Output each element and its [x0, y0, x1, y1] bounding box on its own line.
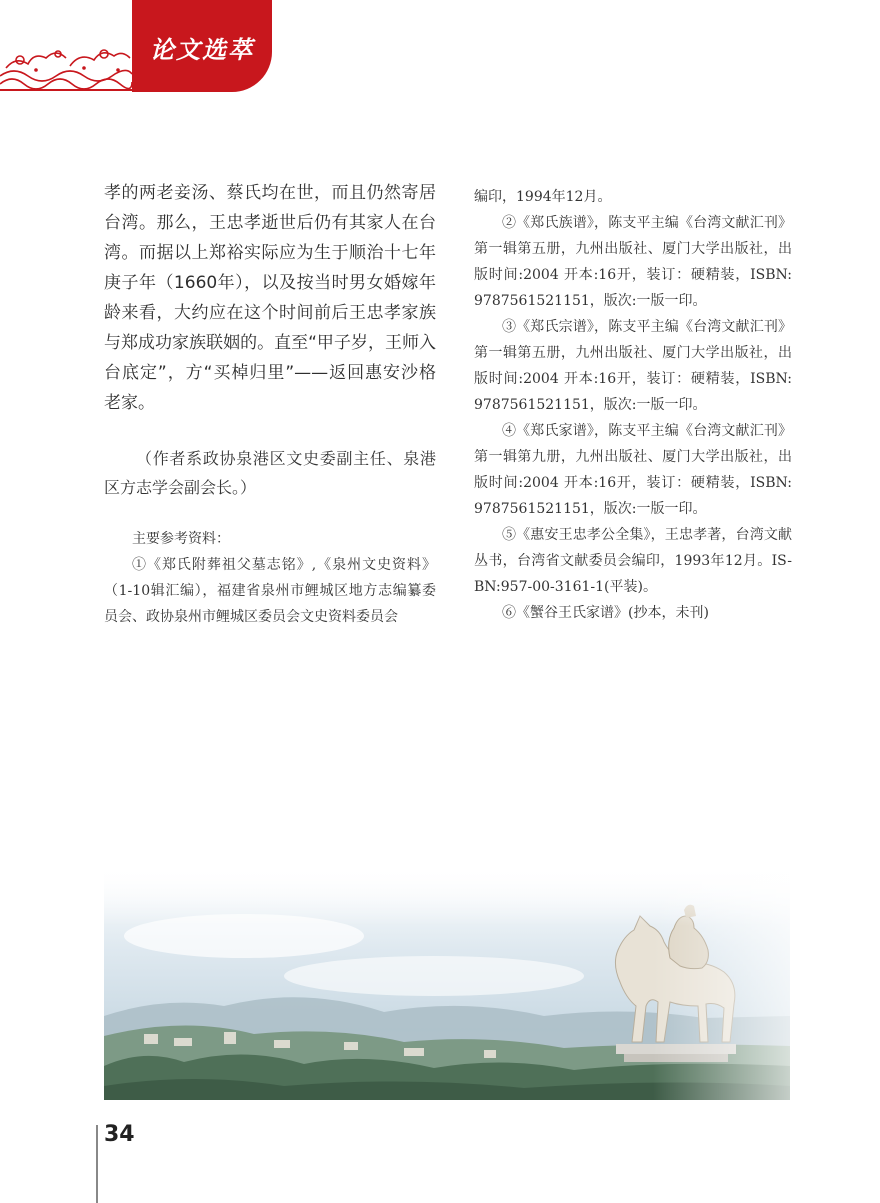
section-title: 论文选萃	[150, 36, 254, 64]
section-header	[0, 0, 272, 92]
reference-5: ⑤《惠安王忠孝公全集》，王忠孝著，台湾文献丛书，台湾省文献委员会编印，1993年12月。IS-BN:957-00-3161-1(平装)。	[474, 527, 792, 595]
page-number: 34	[104, 1122, 135, 1147]
reference-2: ②《郑氏族谱》，陈支平主编《台湾文献汇刊》第一辑第五册，九州出版社、厦门大学出版社，出版时间:2004 开本:16开，装订：硬精装，ISBN: 9787561521151，版次:一版一印。	[474, 215, 792, 309]
reference-4: ④《郑氏家谱》，陈支平主编《台湾文献汇刊》第一辑第九册，九州出版社、厦门大学出版社，出版时间:2004 开本:16开，装订：硬精装，ISBN: 9787561521151，版次:一版一印。	[474, 423, 792, 517]
right-column	[474, 184, 792, 626]
page-number-rule	[96, 1125, 98, 1203]
equestrian-statue-landscape-icon	[104, 866, 790, 1100]
reference-6: ⑥《蟹谷王氏家谱》(抄本，未刊)	[502, 605, 709, 621]
body-paragraph: 孝的两老妾汤、蔡氏均在世，而且仍然寄居台湾。那么，王忠孝逝世后仍有其家人在台湾。而据以上郑裕实际应为生于顺治十七年庚子年（1660年），以及按当时男女婚嫁年龄来看，大约应在这个时间前后王忠孝家族与郑成功家族联姻的。直至“甲子岁，王师入台底定”，方“买棹归里”——返回惠安沙格老家。	[104, 183, 436, 413]
reference-1-end: 编印，1994年12月。	[474, 189, 612, 205]
references-heading: 主要参考资料：	[132, 531, 230, 547]
author-note: （作者系政协泉港区文史委副主任、泉港区方志学会副会长。）	[104, 449, 436, 497]
reference-3: ③《郑氏宗谱》，陈支平主编《台湾文献汇刊》第一辑第五册，九州出版社、厦门大学出版社，出版时间:2004 开本:16开，装订：硬精装，ISBN: 9787561521151，版次:一版一印。	[474, 319, 792, 413]
left-column	[104, 178, 436, 630]
reference-1-start: ①《郑氏附葬祖父墓志铭》,《泉州文史资料》（1-10辑汇编），福建省泉州市鲤城区地方志编纂委员会、政协泉州市鲤城区委员会文史资料委员会	[104, 557, 436, 625]
wave-pattern-icon	[0, 44, 132, 92]
landscape-photo	[104, 866, 790, 1100]
